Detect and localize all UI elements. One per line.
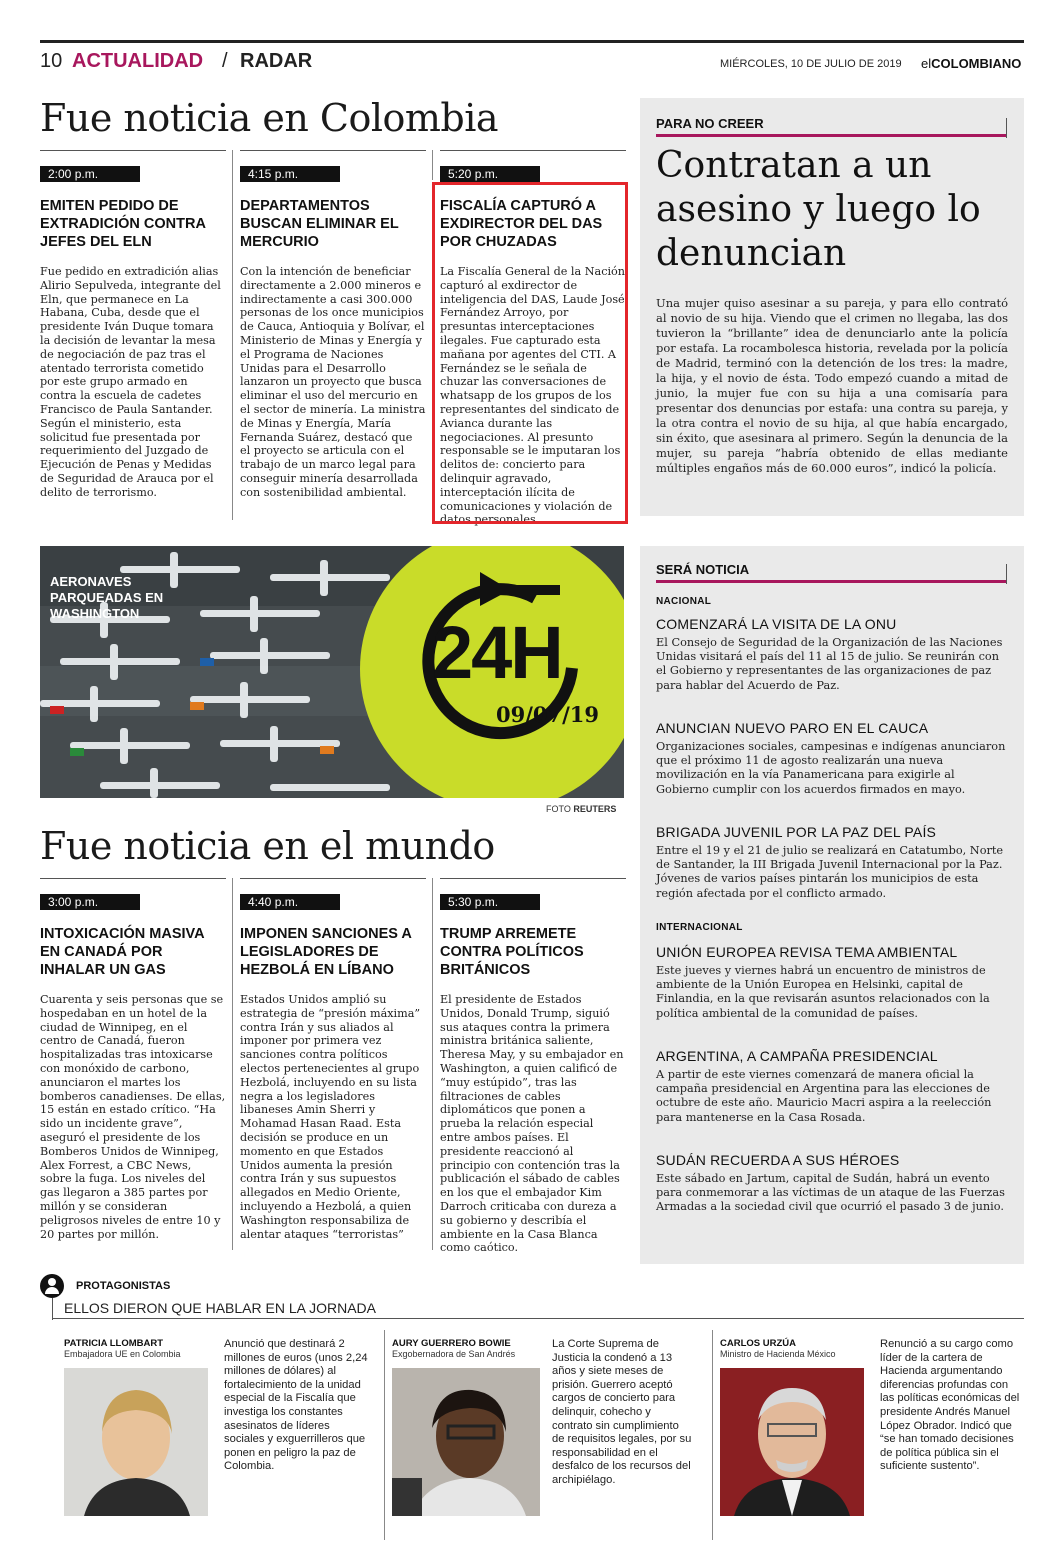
story-headline[interactable]: DEPARTAMENTOS BUSCAN ELIMINAR EL MERCURIO: [240, 198, 399, 250]
nacional-label: NACIONAL: [656, 596, 712, 607]
photo-credit: [546, 804, 616, 814]
time-badge: 5:30 p.m.: [440, 894, 540, 910]
time-badge: 2:00 p.m.: [40, 166, 140, 182]
time-badge: 3:00 p.m.: [40, 894, 140, 910]
brand-name: COLOMBIANO: [931, 56, 1022, 71]
column-divider: [432, 150, 433, 180]
protagonistas-subtitle: ELLOS DIERON QUE HABLAR EN LA JORNADA: [64, 1300, 376, 1316]
protagonistas-underline: [52, 1318, 1024, 1319]
colombia-story-1[interactable]: [40, 150, 226, 500]
portrait-photo: [720, 1368, 864, 1516]
item-title: COMENZARÁ LA VISITA DE LA ONU: [656, 616, 897, 632]
credit-source: REUTERS: [573, 804, 617, 814]
person-role: Embajadora UE en Colombia: [64, 1349, 181, 1359]
internacional-item-3[interactable]: [656, 1152, 1006, 1215]
item-title: SUDÁN RECUERDA A SUS HÉROES: [656, 1152, 900, 1168]
time-badge: 4:15 p.m.: [240, 166, 340, 182]
story-headline[interactable]: INTOXICACIÓN MASIVA EN CANADÁ POR INHALAR UN GAS: [40, 926, 205, 978]
item-body: Entre el 19 y el 21 de julio se realizará en Catatumbo, Norte de Santander, la III Brigada Juvenil Internacional por la Paz. Jóvenes de varios países pintarán los municipios de esta región afectada por el conflicto armado.: [656, 844, 1004, 900]
story-headline[interactable]: TRUMP ARREMETE CONTRA POLÍTICOS BRITÁNICOS: [440, 926, 584, 978]
section-separator: /: [222, 50, 228, 72]
para-no-creer-headline[interactable]: Contratan a un asesino y luego lo denuncian: [656, 145, 981, 274]
column-divider: [712, 1330, 713, 1540]
credit-prefix: FOTO: [546, 804, 571, 814]
story-body: Con la intención de beneficiar directamente a 2.000 mineros e indirectamente a casi 300.000 personas de los once municipios de Cauca, Antioquia y Bolívar, el Ministerio de Minas y Energía y el Programa de Naciones Unidas para el Desarrollo lanzaron un proyecto que busca eliminar el uso del mercurio en el sector de minería. La ministra de Minas y Energía, María Fernanda Suárez, destacó que el proyecto se articula con el trabajo de un marco legal para conseguir minería desarrollada con sostenibilidad ambiental.: [240, 265, 426, 499]
person-text: Renunció a su cargo como líder de la cartera de Hacienda argumentando diferencias profundas con las políticas económicas del presidente Andrés Manuel López Obrador. Indicó que “se han tomado decisiones de política pública sin el suficiente sustento”.: [880, 1338, 1020, 1473]
story-headline[interactable]: EMITEN PEDIDO DE EXTRADICIÓN CONTRA JEFES DEL ELN: [40, 198, 206, 250]
internacional-item-1[interactable]: [656, 944, 1006, 1021]
person-name: PATRICIA LLOMBART: [64, 1338, 164, 1349]
colombia-title: Fue noticia en Colombia: [40, 96, 499, 140]
internacional-label: INTERNACIONAL: [656, 922, 743, 933]
protagonistas-rule: [52, 1298, 53, 1320]
mundo-title: Fue noticia en el mundo: [40, 824, 495, 868]
mundo-story-2[interactable]: [240, 878, 426, 1241]
24h-logo: [360, 546, 624, 798]
story-rule: [240, 878, 426, 888]
brand-prefix: el: [921, 56, 932, 71]
story-body: El presidente de Estados Unidos, Donald Trump, siguió sus ataques contra la primera ministra británica saliente, Theresa May, y su embajador en Washington, a quien calificó de “muy estúpido”, tras las filtraciones de cables diplomáticos que ponen a prueba la relación especial entre ambos países. El presidente reaccionó al principio con contención tras la publicación el sábado de cables en los que el embajador Kim Darroch criticaba con dureza a su gobierno y describía el ambiente en la Casa Blanca como caótico.: [440, 993, 624, 1255]
column-divider: [232, 150, 233, 520]
colombia-story-2[interactable]: [240, 150, 426, 500]
story-rule: [440, 150, 626, 160]
story-rule: [40, 878, 226, 888]
person-role: Exgobernadora de San Andrés: [392, 1349, 516, 1359]
aircraft-photo[interactable]: [40, 546, 624, 798]
para-no-creer-kicker: PARA NO CREER: [656, 116, 764, 131]
nacional-item-2[interactable]: [656, 720, 1006, 797]
page-number: 10: [40, 50, 63, 72]
item-body: Organizaciones sociales, campesinas e indígenas anunciaron que el próximo 11 de agosto realizarán una nueva movilización en la vía Panamericana para exigirle al Gobierno cumplir con los acuerdos firmados en mayo.: [656, 740, 1006, 796]
para-no-creer-body: Una mujer quiso asesinar a su pareja, y para ello contrató al novio de su hija. Viendo que el crimen no llegaba, las dos tuvieron la “brillante” idea de denunciarlo ante la policía por estafa. La rocambolesca historia, revelada por la policía de Madrid, terminó con la detención de los tres: la madre, la hija, y el novio de ésta. Todo empezó cuando a mitad de junio, la mujer fue con su hija a una comisaría para presentar dos denuncias por estafa: una contra su pareja, y la otra contra el novio de su hija, al que había encargado, sin éxito, que asesinara al primero. Según la denuncia de la mujer, su pareja “habría obtenido de ellas mediante múltiples engaños más de 60.000 euros”, indicó la policía.: [656, 296, 1008, 475]
item-title: ARGENTINA, A CAMPAÑA PRESIDENCIAL: [656, 1048, 938, 1064]
story-rule: [440, 878, 626, 888]
story-body: Cuarenta y seis personas que se hospedaban en un hotel de la ciudad de Winnipeg, en el centro de Canadá, fueron hospitalizadas tras intoxicarse con monóxido de carbono, anunciaron el martes los bomberos canadienses. De ellas, 15 están en estado crítico. “Ha sido un incidente grave”, aseguró el presidente de los Bomberos Unidos de Winnipeg, Alex Forrest, a CBC News, sobre la fuga. Los niveles del gas llegaron a 385 partes por millón y se consideran peligrosos niveles de entre 10 y 20 partes por millón.: [40, 993, 226, 1241]
time-badge: 4:40 p.m.: [240, 894, 340, 910]
subsection-name[interactable]: RADAR: [240, 50, 313, 72]
protagonist-1[interactable]: [64, 1338, 374, 1538]
story-body: La Fiscalía General de la Nación capturó al exdirector de inteligencia del DAS, Laude José Fernández Arroyo, por presuntas interceptaciones ilegales. Fue capturado esta mañana por agentes del CTI. A Fernández se le señala de chuzar las conversaciones de whatsapp de los grupos de los representantes del sindicato de Avianca durante las negociaciones. Al presunto responsable se le imputaran los delitos de: concierto para delinquir agravado, interceptación ilícita de comunicaciones y violación de datos personales.: [440, 265, 625, 527]
item-title: BRIGADA JUVENIL POR LA PAZ DEL PAÍS: [656, 824, 937, 840]
nacional-item-3[interactable]: [656, 824, 1006, 901]
protagonistas-kicker: PROTAGONISTAS: [76, 1280, 171, 1292]
internacional-item-2[interactable]: [656, 1048, 1006, 1125]
mundo-story-1[interactable]: [40, 878, 226, 1241]
logo-date: 09/07/19: [496, 702, 600, 727]
column-divider: [384, 1330, 385, 1540]
time-badge: 5:20 p.m.: [440, 166, 540, 182]
kicker-rule: [656, 134, 1006, 137]
person-role: Ministro de Hacienda México: [720, 1349, 836, 1359]
column-divider: [232, 878, 233, 1250]
protagonist-2[interactable]: [392, 1338, 702, 1538]
story-rule: [40, 150, 226, 160]
kicker-rule: [656, 580, 1006, 583]
logo-text: 24H: [432, 611, 562, 694]
person-icon: [40, 1274, 64, 1298]
mundo-story-3[interactable]: [440, 878, 626, 1255]
story-body: Estados Unidos amplió su estrategia de “presión máxima” contra Irán y sus aliados al imponer por primera vez sanciones contra políticos electos pertenecientes al grupo Hezbolá, incluyendo en su lista negra a los legisladores libaneses Amin Sherri y Mohamad Hasan Raad. Esta decisión se produce en un momento en que Estados Unidos aumenta la presión contra Irán y sus supuestos allegados en Medio Oriente, incluyendo a Hezbolá, a quien Washington responsabiliza de alentar ataques “terroristas”: [240, 993, 421, 1241]
portrait-photo: [64, 1368, 208, 1516]
item-body: Este sábado en Jartum, capital de Sudán, habrá un evento para conmemorar a las víctimas de un ataque de las Fuerzas Armadas a la sociedad civil que ocurrió el pasado 3 de junio.: [656, 1172, 1005, 1214]
kicker-tick: [1006, 118, 1007, 138]
item-title: ANUNCIAN NUEVO PARO EN EL CAUCA: [656, 720, 929, 736]
photo-caption: AERONAVES PARQUEADAS EN WASHINGTON: [50, 574, 164, 621]
protagonist-3[interactable]: [720, 1338, 1024, 1538]
brand-logo[interactable]: [921, 56, 1021, 71]
portrait-photo: [392, 1368, 540, 1516]
highlight-box: [432, 182, 628, 524]
section-name[interactable]: ACTUALIDAD: [72, 50, 204, 72]
story-headline[interactable]: IMPONEN SANCIONES A LEGISLADORES DE HEZBOLÁ EN LÍBANO: [240, 926, 412, 978]
sera-noticia-kicker: SERÁ NOTICIA: [656, 562, 750, 577]
kicker-tick: [1006, 564, 1007, 584]
column-divider: [432, 878, 433, 1250]
item-body: El Consejo de Seguridad de la Organización de las Naciones Unidas visitará el país del 11 al 15 de julio. Se reunirán con el Gobierno y representantes de las organizaciones de paz para hablar del Acuerdo de Paz.: [656, 636, 1003, 692]
item-body: Este jueves y viernes habrá un encuentro de ministros de ambiente de la Unión Europea en Helsinki, capital de Finlandia, en la que revisarán asuntos relacionados con la política ambiental de la comunidad de países.: [656, 964, 990, 1020]
story-headline[interactable]: FISCALÍA CAPTURÓ A EXDIRECTOR DEL DAS POR CHUZADAS: [440, 198, 603, 250]
issue-date: MIÉRCOLES, 10 DE JULIO DE 2019: [720, 58, 902, 70]
story-rule: [240, 150, 426, 160]
person-text: Anunció que destinará 2 millones de euros (unos 2,24 millones de dólares) al fortalecimiento de la unidad especial de la Fiscalía que investiga los constantes asesinatos de líderes sociales y exguerrilleros que ponen en peligro la paz de Colombia.: [224, 1338, 368, 1473]
nacional-item-1[interactable]: [656, 616, 1006, 693]
person-name: AURY GUERRERO BOWIE: [392, 1338, 511, 1349]
header-rule: [40, 40, 1024, 43]
person-text: La Corte Suprema de Justicia la condenó a 13 años y siete meses de prisión. Guerrero aceptó cargos de concierto para delinquir, cohecho y contrato sin cumplimiento de requisitos legales, por su responsabilidad en el desfalco de los recursos del archipiélago.: [552, 1338, 692, 1486]
story-body: Fue pedido en extradición alias Alirio Sepulveda, integrante del Eln, que permanece en La Habana, Cuba, desde que el presidente Iván Duque tomara la decisión de levantar la mesa de negociación de paz tras el atentado terrorista cometido por este grupo armado en contra la escuela de cadetes Francisco de Paula Santander. Según el ministerio, esta solicitud fue presentada por requerimiento del Juzgado de Ejecución de Penas y Medidas de Seguridad de Arauca por el delito de terrorismo.: [40, 265, 221, 499]
item-title: UNIÓN EUROPEA REVISA TEMA AMBIENTAL: [656, 944, 958, 960]
item-body: A partir de este viernes comenzará de manera oficial la campaña presidencial en Argentina para las elecciones de octubre de este año. Mauricio Macri aspira a la reelección para mantenerse en la Casa Rosada.: [656, 1068, 992, 1124]
person-name: CARLOS URZÚA: [720, 1338, 796, 1349]
